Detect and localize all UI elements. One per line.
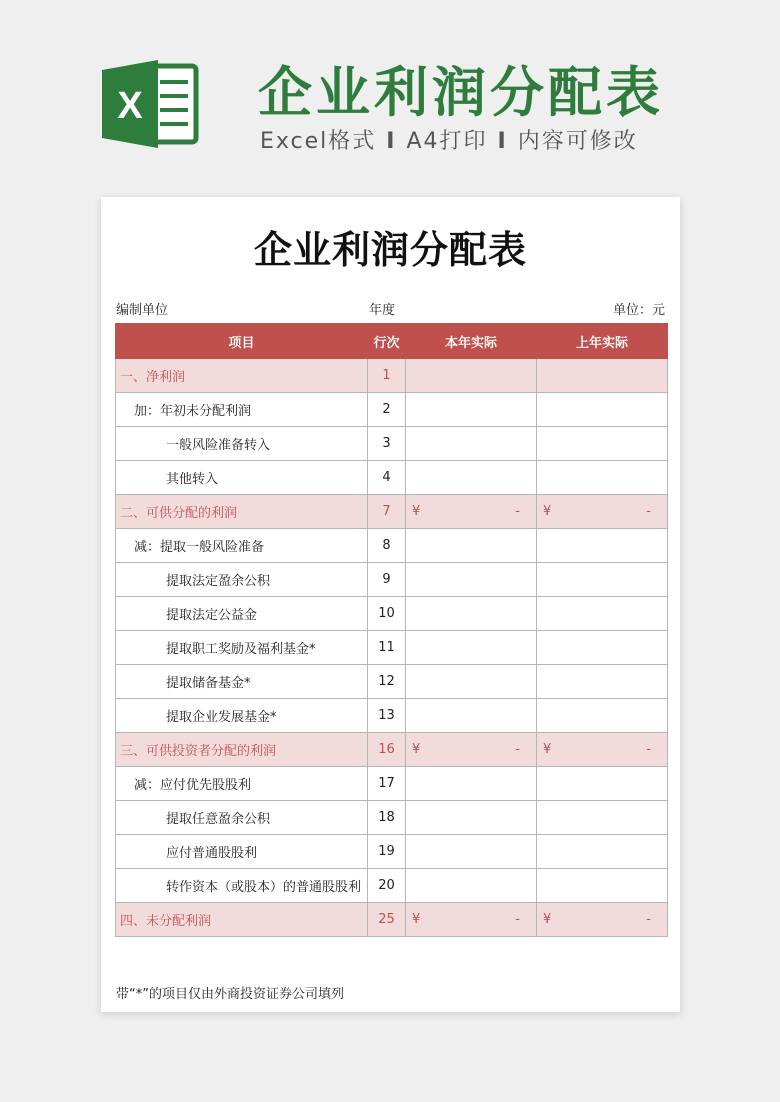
banner-sub-print: A4打印 — [406, 129, 488, 154]
row-line-no: 12 — [368, 665, 406, 699]
empty-value-dash: - — [515, 504, 520, 519]
row-label[interactable]: 加：年初未分配利润 — [116, 393, 368, 427]
row-label[interactable]: 提取储备基金* — [116, 665, 368, 699]
row-label[interactable]: 提取任意盈余公积 — [116, 801, 368, 835]
current-year-cell[interactable] — [406, 461, 537, 495]
table-row — [116, 563, 668, 597]
current-year-cell[interactable] — [406, 393, 537, 427]
row-label[interactable]: 减：应付优先股股利 — [116, 767, 368, 801]
currency-symbol: ¥ — [412, 912, 421, 927]
table-row — [116, 869, 668, 903]
empty-value-dash: - — [646, 742, 651, 757]
row-label[interactable]: 减：提取一般风险准备 — [116, 529, 368, 563]
row-label[interactable]: 提取法定盈余公积 — [116, 563, 368, 597]
prior-year-cell[interactable] — [537, 529, 668, 563]
row-line-no: 13 — [368, 699, 406, 733]
row-line-no: 20 — [368, 869, 406, 903]
row-line-no: 18 — [368, 801, 406, 835]
current-year-cell[interactable] — [406, 767, 537, 801]
row-label[interactable]: 提取企业发展基金* — [116, 699, 368, 733]
header-prior-year: 上年实际 — [537, 324, 668, 359]
row-line-no: 9 — [368, 563, 406, 597]
current-year-cell[interactable] — [406, 359, 537, 393]
excel-logo-icon — [100, 58, 200, 150]
header-line-no: 行次 — [368, 324, 406, 359]
banner — [0, 0, 780, 195]
currency-symbol: ¥ — [543, 912, 552, 927]
current-year-cell[interactable] — [406, 631, 537, 665]
prior-year-cell[interactable] — [537, 869, 668, 903]
row-line-no: 8 — [368, 529, 406, 563]
table-row — [116, 767, 668, 801]
prior-year-cell[interactable] — [537, 427, 668, 461]
row-line-no: 19 — [368, 835, 406, 869]
currency-symbol: ¥ — [543, 742, 552, 757]
current-year-cell[interactable] — [406, 495, 537, 529]
current-year-cell[interactable] — [406, 869, 537, 903]
row-line-no: 11 — [368, 631, 406, 665]
prior-year-cell[interactable] — [537, 495, 668, 529]
banner-separator: I — [497, 129, 508, 154]
row-line-no: 4 — [368, 461, 406, 495]
row-label[interactable]: 二、可供分配的利润 — [116, 495, 368, 529]
table-row — [116, 665, 668, 699]
prior-year-cell[interactable] — [537, 461, 668, 495]
current-year-cell[interactable] — [406, 597, 537, 631]
prior-year-cell[interactable] — [537, 903, 668, 937]
current-year-cell[interactable] — [406, 427, 537, 461]
row-line-no: 16 — [368, 733, 406, 767]
table-row — [116, 359, 668, 393]
currency-unit-label: 单位：元 — [612, 303, 665, 318]
prior-year-cell[interactable] — [537, 597, 668, 631]
compile-unit-label: 编制单位 — [116, 303, 169, 318]
row-label[interactable]: 其他转入 — [116, 461, 368, 495]
current-year-cell[interactable] — [406, 563, 537, 597]
header-item: 项目 — [116, 324, 368, 359]
prior-year-cell[interactable] — [537, 359, 668, 393]
table-row — [116, 631, 668, 665]
table-row — [116, 495, 668, 529]
table-row — [116, 461, 668, 495]
banner-subtitle — [260, 124, 638, 155]
currency-symbol: ¥ — [412, 504, 421, 519]
prior-year-cell[interactable] — [537, 835, 668, 869]
banner-sub-format: Excel格式 — [260, 129, 377, 154]
table-header-row — [116, 324, 668, 359]
document-page — [101, 197, 680, 1012]
table-row — [116, 699, 668, 733]
table-row — [116, 903, 668, 937]
row-label[interactable]: 应付普通股股利 — [116, 835, 368, 869]
prior-year-cell[interactable] — [537, 665, 668, 699]
prior-year-cell[interactable] — [537, 631, 668, 665]
table-row — [116, 733, 668, 767]
row-label[interactable]: 提取职工奖励及福利基金* — [116, 631, 368, 665]
profit-distribution-table — [115, 323, 668, 937]
prior-year-cell[interactable] — [537, 733, 668, 767]
prior-year-cell[interactable] — [537, 563, 668, 597]
banner-title: 企业利润分配表 — [258, 61, 664, 124]
prior-year-cell[interactable] — [537, 767, 668, 801]
prior-year-cell[interactable] — [537, 699, 668, 733]
prior-year-cell[interactable] — [537, 393, 668, 427]
banner-sub-edit: 内容可修改 — [517, 129, 638, 154]
row-line-no: 3 — [368, 427, 406, 461]
table-row — [116, 835, 668, 869]
current-year-cell[interactable] — [406, 733, 537, 767]
table-row — [116, 529, 668, 563]
current-year-cell[interactable] — [406, 801, 537, 835]
empty-value-dash: - — [646, 912, 651, 927]
header-current-year: 本年实际 — [406, 324, 537, 359]
table-row — [116, 597, 668, 631]
year-label: 年度 — [369, 303, 396, 318]
row-label[interactable]: 一般风险准备转入 — [116, 427, 368, 461]
currency-symbol: ¥ — [543, 504, 552, 519]
current-year-cell[interactable] — [406, 903, 537, 937]
table-row — [116, 801, 668, 835]
excel-logo-letter: X — [117, 85, 143, 127]
row-line-no: 7 — [368, 495, 406, 529]
row-line-no: 25 — [368, 903, 406, 937]
row-line-no: 2 — [368, 393, 406, 427]
row-label[interactable]: 提取法定公益金 — [116, 597, 368, 631]
row-label[interactable]: 一、净利润 — [116, 359, 368, 393]
row-label[interactable]: 转作资本（或股本）的普通股股利 — [116, 869, 368, 903]
current-year-cell[interactable] — [406, 835, 537, 869]
currency-symbol: ¥ — [412, 742, 421, 757]
row-label[interactable]: 四、未分配利润 — [116, 903, 368, 937]
current-year-cell[interactable] — [406, 665, 537, 699]
table-row — [116, 393, 668, 427]
table-row — [116, 427, 668, 461]
empty-value-dash: - — [515, 742, 520, 757]
current-year-cell[interactable] — [406, 699, 537, 733]
prior-year-cell[interactable] — [537, 801, 668, 835]
row-label[interactable]: 三、可供投资者分配的利润 — [116, 733, 368, 767]
empty-value-dash: - — [646, 504, 651, 519]
row-line-no: 10 — [368, 597, 406, 631]
document-title: 企业利润分配表 — [253, 228, 527, 272]
empty-value-dash: - — [515, 912, 520, 927]
row-line-no: 17 — [368, 767, 406, 801]
current-year-cell[interactable] — [406, 529, 537, 563]
footnote: 带“*”的项目仅由外商投资证券公司填列 — [116, 987, 344, 1002]
row-line-no: 1 — [368, 359, 406, 393]
banner-separator: I — [386, 129, 397, 154]
